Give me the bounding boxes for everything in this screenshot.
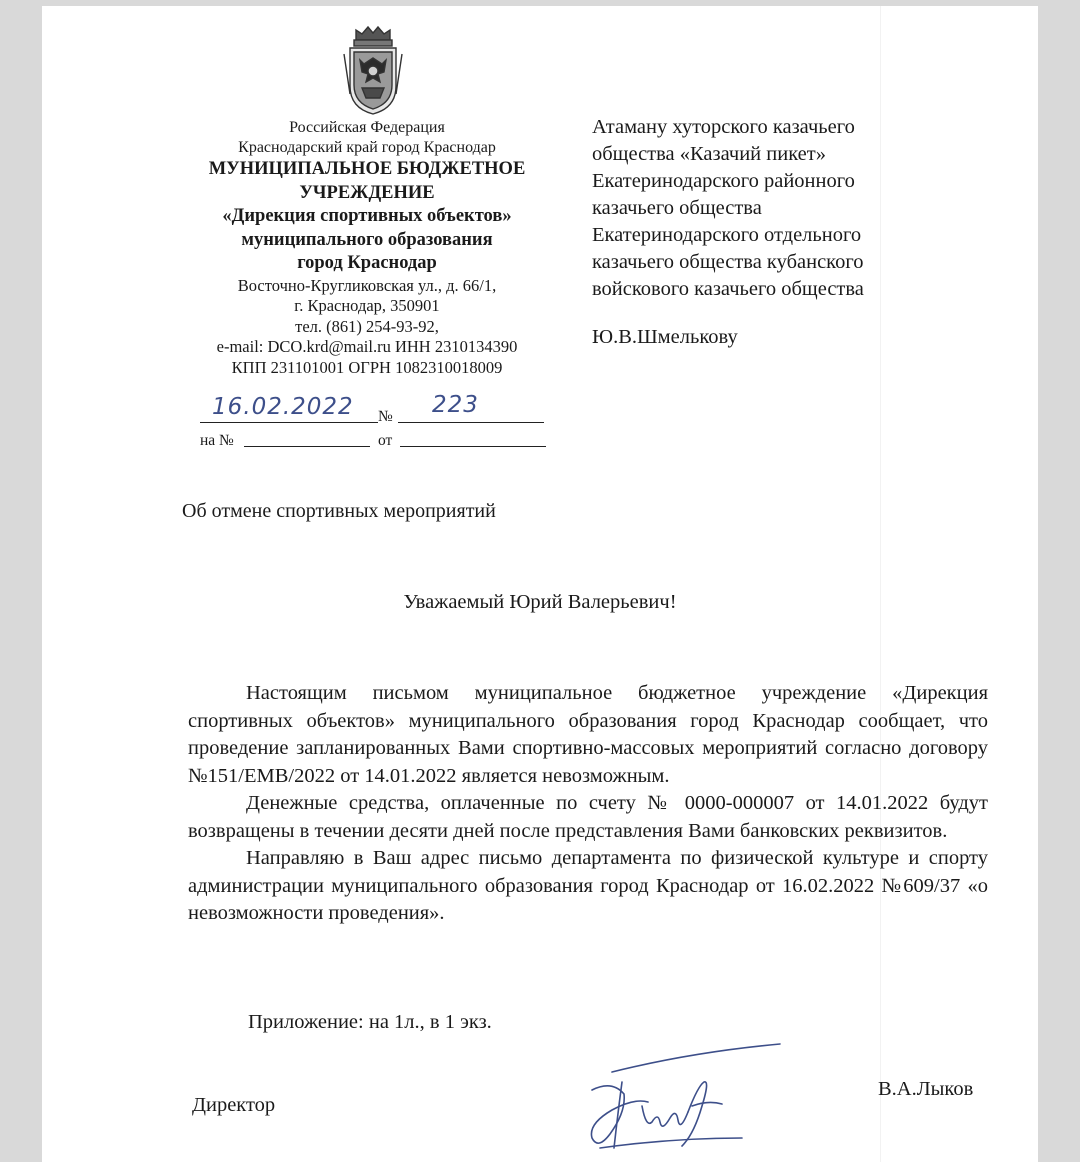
attachment-note: Приложение: на 1л., в 1 экз. [248,1011,492,1033]
letterhead-org-1: МУНИЦИПАЛЬНОЕ БЮДЖЕТНОЕ [208,159,526,179]
addressee-line: войскового казачьего общества [592,278,864,300]
letterhead-country: Российская Федерация [289,119,445,136]
letter-page [42,6,1038,1162]
addressee-line: Екатеринодарского отдельного [592,224,862,246]
body-paragraph: Направляю в Ваш адрес письмо департамента по физической культуре и спорту администрации муниципального образования город Краснодар от 16.02.2022 №609/37 «о невозможности проведения». [188,847,988,924]
outgoing-number: 223 [432,392,479,418]
letterhead-org-4: муниципального образования [241,229,493,250]
letterhead-org-3: «Дирекция спортивных объектов» [222,206,512,226]
signatory-name: В.А.Лыков [878,1078,974,1100]
coat-of-arms-icon [342,24,404,116]
addressee-line: Атаману хуторского казачьего [592,116,855,138]
addressee-line: Екатеринодарского районного [592,170,855,192]
letterhead-kpp-ogrn: КПП 231101001 ОГРН 1082310018009 [231,357,503,377]
incoming-from-label: от [378,432,393,449]
registration-row-outgoing [192,392,552,429]
addressee-name: Ю.В.Шмелькову [592,326,738,348]
registration-block [192,392,552,456]
letterhead [182,118,552,378]
outgoing-date: 16.02.2022 [212,394,354,420]
incoming-number-label: на № [200,432,234,449]
letter-subject: Об отмене спортивных мероприятий [182,500,496,522]
addressee-line: казачьего общества кубанского [592,251,864,273]
addressee-line: общества «Казачий пикет» [592,143,826,165]
letter-body [188,680,988,928]
registration-row-incoming [192,429,552,456]
handwritten-signature-icon [552,1042,792,1158]
letterhead-email-inn: e-mail: DCO.krd@mail.ru ИНН 2310134390 [216,337,518,356]
addressee-line: казачьего общества [592,197,762,219]
signatory-title: Директор [192,1094,276,1116]
body-paragraph: Настоящим письмом муниципальное бюджетное учреждение «Дирекция спортивных объектов» муниципального образования город Краснодар сообщает, что проведение запланированных Вами спортивно-массовых мероприятий согласно договору №151/ЕМВ/2022 от 14.01.2022 является невозможным. [188,682,988,787]
addressee-block [592,114,972,351]
greeting: Уважаемый Юрий Валерьевич! [403,591,677,613]
letterhead-address-1: Восточно-Кругликовская ул., д. 66/1, [237,275,497,295]
letterhead-org-2: УЧРЕЖДЕНИЕ [299,182,435,203]
letterhead-phone: тел. (861) 254-93-92, [295,316,439,336]
letterhead-address-2: г. Краснодар, 350901 [294,296,440,315]
letterhead-org-5: город Краснодар [297,253,437,273]
letterhead-region: Краснодарский край город Краснодар [238,139,496,156]
body-paragraph: Денежные средства, оплаченные по счету № 0000-000007 от 14.01.2022 будут возвращены в течении десяти дней после представления Вами банковских реквизитов. [188,792,988,842]
outgoing-number-label: № [378,408,393,425]
